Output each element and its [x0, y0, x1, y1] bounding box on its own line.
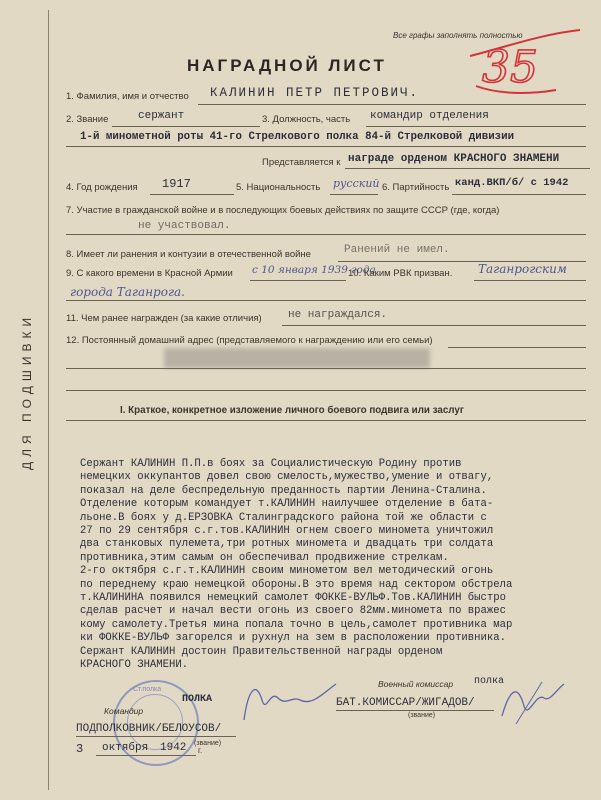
narrative-line: льоне.В боях у д.ЕРЗОВКА Сталинградского района той же области с	[80, 511, 487, 524]
field-11-label: 11. Чем ранее награжден (за какие отличия)	[66, 313, 262, 324]
binding-side-label: ДЛЯ ПОДШИВКИ	[20, 312, 34, 470]
commissar-line: БАТ.КОМИССАР/ЖИГАДОВ/	[336, 697, 475, 709]
field-5-line	[330, 194, 378, 195]
section-title: I. Краткое, конкретное изложение личного боевого подвига или заслуг	[120, 405, 464, 416]
narrative-line: два станковых пулемета,три ротных миномета и двадцать три солдата	[80, 538, 494, 551]
field-10-line	[474, 280, 586, 281]
field-11-value: не награждался.	[288, 309, 388, 321]
field-8-value: Ранений не имел.	[344, 244, 450, 256]
present-value: награде орденом КРАСНОГО ЗНАМЕНИ	[348, 153, 560, 165]
stamp-text: Ст.полка	[133, 686, 162, 693]
commander-sign-line	[76, 736, 236, 737]
narrative-line: Сержант КАЛИНИН П.П.в боях за Социалистическую Родину против	[80, 458, 462, 470]
commander-type: ПОЛКА	[182, 694, 213, 705]
field-7-line	[66, 234, 586, 235]
address-line-2	[66, 368, 586, 369]
address-line-3	[66, 390, 586, 391]
narrative-line: показал на деле беспредельную преданность партии Ленина-Сталина.	[80, 484, 487, 497]
binding-margin-line	[48, 10, 49, 790]
field-1-value: КАЛИНИН ПЕТР ПЕТРОВИЧ.	[210, 86, 420, 100]
narrative-line: ки ФОККЕ-ВУЛЬФ загорелся и рухнул на зем в расположении противника.	[80, 632, 506, 645]
field-7-label: 7. Участие в гражданской войне и в последующих боевых действиях по защите СССР (где, когда)	[66, 205, 500, 216]
red-pencil-mark	[462, 20, 592, 100]
date-suffix: г.	[198, 746, 203, 755]
commissar-type: полка	[474, 676, 505, 687]
narrative-line: сделав расчет и начал вести огонь из своего 82мм.миномета по вражес	[80, 605, 506, 618]
field-11-line	[282, 325, 586, 326]
field-9-label: 9. С какого времени в Красной Армии	[66, 268, 233, 279]
commissar-sign-line	[336, 710, 494, 711]
narrative-text	[80, 458, 580, 673]
field-9-value: с 10 января 1939 года	[252, 264, 376, 276]
commander-signature	[236, 670, 346, 730]
narrative-line: 27 по 29 сентября с.г.тов.КАЛИНИН огнем своего миномета уничтожил	[80, 525, 494, 538]
narrative-line: т.КАЛИНИНА появился немецкий самолет ФОККЕ-ВУЛЬФ.Тов.КАЛИНИН быстро	[80, 592, 506, 605]
narrative-line: 2-го октября с.г.т.КАЛИНИН своим минометом вел методический огонь	[80, 565, 494, 578]
narrative-line: кому самолету.Третья мина попала точно в цель,самолет противника мар	[80, 618, 513, 631]
field-10-value: Таганрогским	[478, 262, 567, 276]
field-9-line	[250, 280, 346, 281]
field-4-value: 1917	[162, 177, 191, 191]
field-7-value: не участвовал.	[138, 220, 231, 232]
field-12-line	[448, 347, 586, 348]
date-year: 1942	[160, 742, 187, 754]
present-label: Представляется к	[262, 157, 341, 168]
narrative-line: Сержант КАЛИНИН достоин Правительственной награды орденом	[80, 645, 443, 658]
date-month: октября	[102, 742, 149, 754]
commissar-label: Военный комиссар	[378, 679, 454, 689]
address-redaction	[164, 348, 430, 368]
field-6-value: канд.ВКП/б/ с 1942	[455, 177, 569, 189]
date-day: 3	[76, 742, 84, 756]
unit-line: 1-й минометной роты 41-го Стрелкового полка 84-й Стрелковой дивизии	[80, 131, 515, 143]
narrative-line: Отделение которым командует т.КАЛИНИН наилучшее отделение в бата-	[80, 498, 494, 511]
narrative-line: по переднему краю немецкой обороны.В это время над сектором обстрела	[80, 578, 513, 591]
unit-line-rule	[66, 146, 586, 147]
field-1-label: 1. Фамилия, имя и отчество	[66, 91, 189, 102]
page-title: НАГРАДНОЙ ЛИСТ	[187, 56, 387, 75]
field-2-line	[112, 126, 260, 127]
field-5-label: 5. Национальность	[236, 182, 321, 193]
present-line	[345, 168, 590, 169]
field-4-line	[150, 194, 234, 195]
commander-line: ПОДПОЛКОВНИК/БЕЛОУСОВ/	[76, 723, 222, 735]
field-2-label: 2. Звание	[66, 114, 109, 125]
field-3-label: 3. Должность, часть	[262, 114, 351, 125]
field-6-label: 6. Партийность	[382, 182, 450, 193]
field-1-line	[198, 104, 586, 105]
commander-label: Командир	[104, 706, 144, 716]
field-2-value: сержант	[138, 110, 185, 122]
field-8-label: 8. Имеет ли ранения и контузии в отечественной войне	[66, 249, 311, 260]
commissar-rank-label: (звание)	[408, 712, 436, 719]
field-10-label: 10. Каким РВК призван.	[348, 268, 453, 279]
field-3-value: командир отделения	[370, 110, 489, 122]
field-10-cont-line	[66, 300, 586, 301]
field-6-line	[452, 194, 586, 195]
section-rule	[66, 420, 586, 421]
field-3-line	[366, 126, 586, 127]
narrative-line: противника,этим самым он обеспечивал продвижение стрелкам.	[80, 551, 449, 564]
narrative-line: КРАСНОГО ЗНАМЕНИ.	[80, 659, 189, 672]
commissar-signature	[496, 676, 568, 730]
corner-note: Все графы заполнять полностью	[393, 31, 523, 40]
field-5-value: русский	[333, 177, 380, 190]
date-line	[96, 755, 196, 756]
narrative-line: немецких оккупантов довел свою смелость,мужество,умение и отвагу,	[80, 471, 494, 484]
commander-rank-label: (звание)	[194, 740, 222, 747]
field-12-label: 12. Постоянный домашний адрес (представляемого к награждению или его семьи)	[66, 335, 433, 346]
field-4-label: 4. Год рождения	[66, 182, 138, 193]
field-10-cont: города Таганрога.	[70, 285, 185, 299]
corner-number: 35	[482, 42, 538, 93]
